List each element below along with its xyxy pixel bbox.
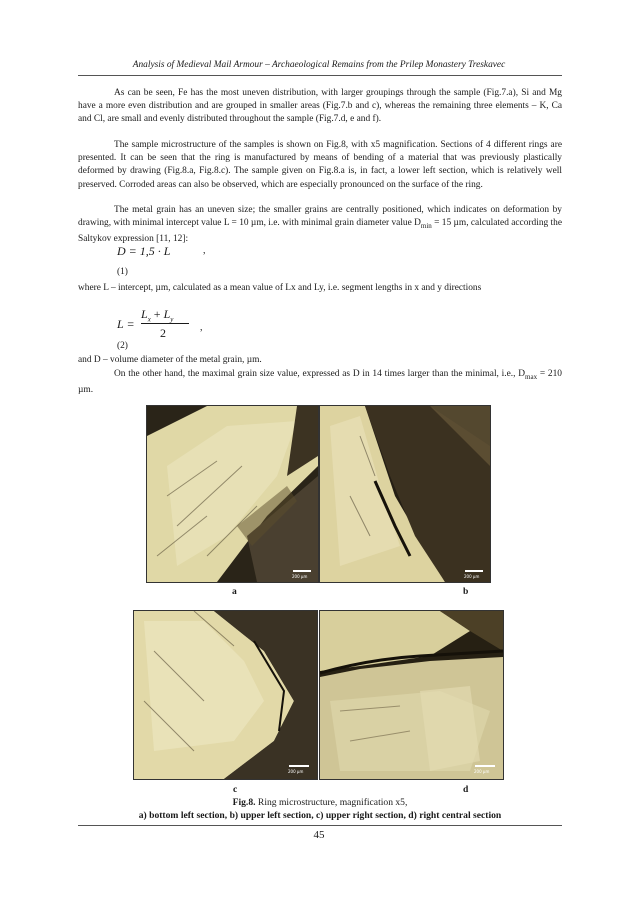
micrograph-d xyxy=(319,610,504,780)
paragraph-intercept-definition: where L – intercept, µm, calculated as a mean value of Lx and Ly, i.e. segment lengths in x and y directions xyxy=(78,283,482,293)
equation-2-ly-sub: y xyxy=(170,315,174,324)
scale-bar-label-a: 200 µm xyxy=(292,574,308,579)
equation-2-number: (2) xyxy=(117,341,128,351)
micrograph-a xyxy=(146,405,319,583)
paragraph-max-grain xyxy=(78,368,562,397)
equation-1-number: (1) xyxy=(117,267,128,277)
scale-bar-label-c: 200 µm xyxy=(288,769,304,774)
label-b: b xyxy=(463,586,469,597)
scale-bar-label-b: 200 µm xyxy=(464,574,480,579)
paragraph-grain-size xyxy=(78,204,562,246)
equation-2-ly: L xyxy=(163,307,171,321)
equation-2-lx-sub: x xyxy=(147,315,151,324)
grain-size-text-end: = 15 µm, calculated according the Saltykov expression [11, 12]: xyxy=(78,218,563,245)
label-d: d xyxy=(463,784,469,795)
scale-bar-label-d: 200 µm xyxy=(474,769,490,774)
running-header: Analysis of Medieval Mail Armour – Archaeological Remains from the Prilep Monastery Treskavec xyxy=(132,60,506,70)
max-grain-text: On the other hand, the maximal grain size value, expressed as D in 14 times larger than the minimal, i.e., D xyxy=(114,369,526,379)
equation-2 xyxy=(117,307,197,341)
caption-description: Ring microstructure, magnification x5, xyxy=(255,797,408,808)
equation-2-comma: , xyxy=(200,322,203,333)
paragraph-element-distribution: As can be seen, Fe has the most uneven distribution, with larger groupings through the sample (Fig.7.a), Si and Mg have a more even distribution and are grouped in smaller areas (Fig.7.b and c), whereas the remaining three elements – K, Ca and Cl, are small and evenly distributed throughout the sample (Fig.7.d, e and f). xyxy=(78,88,562,125)
footer-rule xyxy=(78,825,562,826)
page-number: 45 xyxy=(313,829,325,841)
equation-2-lx: L xyxy=(141,307,148,321)
label-c: c xyxy=(233,784,238,795)
equation-2-denominator: 2 xyxy=(160,326,166,340)
subscript-min: min xyxy=(420,222,432,231)
max-grain-text-end: = 210 µm. xyxy=(78,369,562,396)
micrograph-c xyxy=(133,610,318,780)
equation-2-fraction-bar xyxy=(141,323,189,324)
caption-title: Fig.8. xyxy=(232,797,256,808)
figure-caption-line-1 xyxy=(78,797,562,808)
grain-size-text: The metal grain has an uneven size; the smaller grains are centrally positioned, which indicates on deformation by drawing, with minimal intercept value L = 10 µm, i.e. with minimal grain diameter value D xyxy=(78,205,562,229)
equation-2-plus: + xyxy=(153,307,161,321)
paragraph-microstructure: The sample microstructure of the samples is shown on Fig.8, with x5 magnification. Sections of 4 different rings are presented. It can be seen that the ring is manufactured by means of bending of a material that was previously plastically deformed by drawing (Fig.8.a, Fig.8.c). The sample given on Fig.8.a is, in fact, a lower left section, which is relatively well preserved. Corroded areas can also be observed, which are especially pronounced on the surface of the ring. xyxy=(78,140,562,190)
label-a: a xyxy=(232,586,237,597)
micrograph-b xyxy=(319,405,491,583)
subscript-max: max xyxy=(525,372,538,381)
figure-caption-line-2: a) bottom left section, b) upper left section, c) upper right section, d) right central section xyxy=(138,810,502,821)
equation-2-numerator xyxy=(141,307,173,323)
equation-2-lhs: L = xyxy=(117,317,135,331)
paragraph-d-definition: and D – volume diameter of the metal grain, µm. xyxy=(78,355,262,365)
header-rule xyxy=(78,75,562,76)
equation-1-comma: , xyxy=(203,245,206,256)
equation-1: D = 1,5 · L xyxy=(117,244,171,258)
